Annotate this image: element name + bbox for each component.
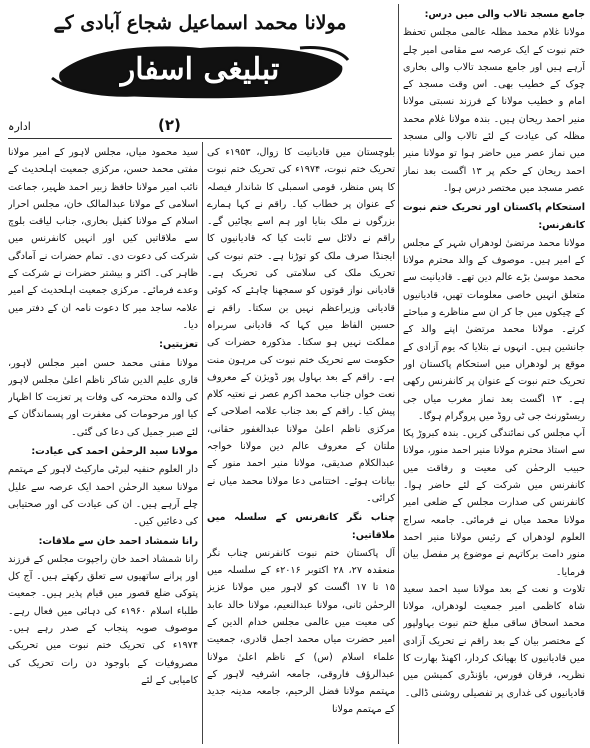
paragraph: سید محمود میاں، مجلس لاہور کے امیر مولانا مفتی محمد حسن، مرکزی جمعیت اہلحدیث کے نائب امیر مولانا حافظ زبیر احمد ظہیر، جماعت اسلامی کے مولانا عبدالمالک خان، مجلس احرار اسلام کے مولانا کفیل بخاری، جناب لیاقت بلوچ سے ملاقاتیں کیں اور انہیں کانفرنس میں شرکت کی دعوت دی۔ تمام حضرات نے آمادگی ظاہر کی۔ اکثر و بیشتر حضرات نے شرکت کے وعدے فرمائے۔ مرکزی جمعیت اہلحدیث کے امیر علامہ ساجد میر کا دعوت نامہ ان کے دفتر میں دیا۔ (8, 147, 198, 331)
paragraph: مولانا مفتی محمد حسن امیر مجلس لاہور، قاری علیم الدین شاکر ناظم اعلیٰ مجلس لاہور کی والدہ محترمہ کی وفات پر تعزیت کا اظہار کیا اور مرحومات کی مغفرت اور پسماندگان کے لئے صبر جمیل کی دعا کی گئی۔ (8, 357, 198, 438)
column-left (8, 144, 198, 744)
section-heading: تعزیتیں: (159, 339, 198, 351)
paragraph: آل پاکستان ختم نبوت کانفرنس چناب نگر منعقدہ ۲۷، ۲۸ اکتوبر ۲۰۱۶ء کے سلسلہ میں ۱۵ تا ۱۷ اگست کو لاہور میں مولانا عزیز الرحمٰن ثانی، مولانا عبدالنعیم، مولانا خالد عابد کی معیت میں عالمی مجلس خدام الدین کے امیر حضرت میاں محمد اجمل قادری، جمعیت علماء اسلام (س) کے ناظم اعلیٰ مولانا عبدالرؤف فاروقی، جامعہ اشرفیہ لاہور کے مہتمم مولانا فضل الرحیم، جامعہ مدینہ جدید کے مہتمم مولانا (207, 547, 395, 715)
section-heading: جامع مسجد تالاب والی میں درس: (424, 9, 585, 20)
paragraph: رانا شمشاد احمد خان راجپوت مجلس کے فرزند اور پرانے ساتھیوں سے تعلق رکھتے ہیں۔ آج کل پتوکی ضلع قصور میں قیام پذیر ہیں۔ جمعیت طلباء اسلام ۱۹۶۰ء کی دہائی میں فعال رہے۔ موصوف صوبہ پنجاب کے صدر رہے ہیں۔ ۱۹۷۴ء کی تحریک ختم نبوت میں تحریکی مصروفیات کے باوجود دن رات تحریک کی کامیابی کے لئے (8, 553, 198, 686)
paragraph: مولانا غلام محمد مظلہ عالمی مجلس تحفظ ختم نبوت کے ایک عرصہ سے مقامی امیر چلے آرہے ہیں اور جامع مسجد تالاب والی بخاری چوک کے خطیب بھی۔ اس وقت مسجد کے امام و خطیب مولانا کے فرزند نسبتی مولانا منیر احمد ریحان ہیں۔ بندہ مولانا غلام محمد مظلہ کی عیادت کے لئے تالاب والی مسجد میں نماز عصر میں حاضر ہوا تو مولانا منیر احمد ریحان کے حکم پر ۱۳ اگست بعد نماز عصر مسجد میں مختصر درس ہوا۔ (403, 27, 585, 194)
article-title: تبلیغی اسفار (120, 52, 280, 87)
column-middle (207, 144, 395, 744)
part-number: (۲) (158, 116, 181, 134)
paragraph: مولانا محمد مرتضیٰ لودھراں شہر کے مجلس کے امیر ہیں۔ موصوف کے والد محترم مولانا محمد موسیٰ بڑے عالم دین تھے۔ قادیانیت سے متعلق انہیں خاصی معلومات تھیں، قادیانیوں کے چیکوں میں جا کر ان سے مناظرے و مباحثے کرتے۔ مولانا محمد مرتضیٰ اپنے والد کے جانشین ہیں۔ انہوں نے بتلایا کہ یوم آزادی کے موقع پر لودھراں میں استحکام پاکستان اور تحریک ختم نبوت کے عنوان پر کانفرنس رکھی ہے۔ ۱۳ اگست بعد نماز مغرب میاں جی ریسٹورنٹ جی ٹی روڈ میں پروگرام ہوگا۔ (403, 237, 585, 422)
column-right (403, 4, 585, 744)
section-heading: چناب نگر کانفرنس کے سلسلہ میں ملاقاتیں: (207, 512, 395, 541)
paragraph: بلوچستان میں قادیانیت کا زوال، ۱۹۵۳ء کی تحریک ختم نبوت، ۱۹۷۴ء کی تحریک ختم نبوت کا پس منظر، قومی اسمبلی کا شاندار فیصلہ کے عنوان پر خطاب کیا۔ راقم نے کہا ہمارے بزرگوں نے ملک بنایا اور ہم اسے بچائیں گے۔ راقم نے دلائل سے ثابت کیا کہ قادیانیوں کا ایجنڈا صرف ملک کو توڑنا ہے۔ ختم نبوت کی تحریک ملک کی سلامتی کی تحریک ہے۔ قادیانی نواز قوتوں کو سمجھنا چاہئے کہ کوئی قادیانی وزیراعظم نہیں بن سکتا۔ راقم نے حسین الفاظ میں کہا کہ قادیانی سربراہ مملکت نہیں ہو سکتا۔ مذکورہ حضرات کی حکومت سے تحریک ختم نبوت کی مرہون منت ہے۔ راقم کے بعد بہاول پور ڈویژن کے معروف نعت خواں جناب محمد اکرم عصر نے نعتیہ کلام پیش کیا۔ راقم کے بعد جناب علامہ اصلاحی کے مرکزی ناظم اعلیٰ مولانا عبدالغفور حقانی، ملتان کے معروف عالم دین مولانا خواجہ عبدالکلام صدیقی، مولانا منیر احمد منور کے بیانات ہوئے۔ اختتامی دعا مولانا محمد میاں نے کرائی۔ (207, 147, 395, 504)
paragraph: آپ مجلس کی نمائندگی کریں۔ بندہ کبروڑ پکا سے استاذ محترم مولانا منیر احمد منور، مولانا حبیب الرحمٰن کی معیت و رفاقت میں کانفرنس میں شرکت کے لئے حاضر ہوا۔ کانفرنس کی صدارت مجلس کے ضلعی امیر مولانا محمد میاں نے فرمائی۔ جامعہ سراج العلوم لودھراں کے رئیس مولانا منیر احمد منور دامت برکاتہم نے موضوع پر مفصل بیان فرمایا۔ (403, 428, 585, 578)
author-label: ادارہ (8, 120, 31, 133)
title-banner (50, 42, 350, 100)
byline-row (8, 118, 392, 139)
column-divider-right (398, 4, 399, 744)
paragraph: تلاوت و نعت کے بعد مولانا سید احمد سعید شاہ کاظمی امیر جمعیت لودھراں، مولانا محمد اسحاق ساقی مبلغ ختم نبوت بہاولپور کے مختصر بیان کے بعد راقم نے تحریک آزادی میں قادیانیوں کا بھیانک کردار، اکھنڈ بھارت کا نظریہ، فرقان فورس، باؤنڈری کمیشن میں قادیانیوں کی غداری پر تفصیلی روشنی ڈالی۔ (403, 583, 585, 699)
paragraph: دار العلوم حنفیہ لبرٹی مارکیٹ لاہور کے مہتمم مولانا سعید الرحمٰن احمد ایک عرصہ سے علیل چلے آرہے ہیں۔ ان کی عیادت کی اور صحتیابی کی دعائیں کیں۔ (8, 464, 198, 528)
column-divider-left (202, 142, 203, 744)
section-heading: استحکام پاکستان اور تحریک ختم نبوت کانفرنس: (403, 202, 585, 231)
section-heading: رانا شمشاد احمد خان سے ملاقات: (38, 535, 198, 547)
article-header (8, 4, 392, 114)
article-kicker: مولانا محمد اسماعیل شجاع آبادی کے (53, 12, 347, 34)
section-heading: مولانا سید الرحمٰن احمد کی عیادت: (31, 446, 198, 458)
